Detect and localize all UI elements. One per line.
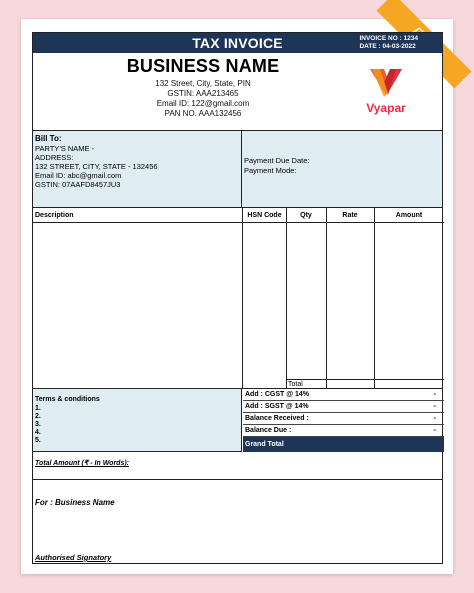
vyapar-logo xyxy=(360,67,412,117)
for-business-label: For : Business Name xyxy=(35,498,115,507)
payment-mode: Payment Mode: xyxy=(244,166,297,175)
invoice-number: INVOICE NO : 1234 xyxy=(359,35,418,42)
summary-label: Balance Due : xyxy=(245,427,292,434)
authorised-signatory: Authorised Signatory xyxy=(35,553,112,562)
summary-label: Add : SGST @ 14% xyxy=(245,403,309,410)
party-gstin: GSTIN: 07AAFD8457JU3 xyxy=(35,180,121,189)
vyapar-logo-icon xyxy=(360,67,412,101)
divider xyxy=(326,208,327,389)
bill-to-label: Bill To: xyxy=(35,134,62,143)
divider xyxy=(286,208,287,389)
amount-in-words-label: Total Amount (₹ - In Words): xyxy=(35,460,130,467)
grand-total-label: Grand Total xyxy=(245,441,284,448)
summary-value: - xyxy=(433,391,436,398)
invoice-header xyxy=(33,33,442,53)
term-item: 2. xyxy=(35,413,41,420)
items-table xyxy=(33,208,442,389)
business-name: BUSINESS NAME xyxy=(126,56,280,76)
business-email: Email ID: 122@gmail.com xyxy=(156,99,250,108)
invoice-date: DATE : 04-03-2022 xyxy=(359,43,416,50)
vyapar-wordmark: Vyapar xyxy=(366,101,406,115)
col-hsn: HSN Code xyxy=(247,212,282,219)
term-item: 1. xyxy=(35,405,41,412)
bill-to-left xyxy=(33,131,242,207)
term-item: 5. xyxy=(35,437,41,444)
invoice-template xyxy=(32,32,443,564)
business-address: 132 Street, City, State, PIN xyxy=(155,79,251,88)
tax-summary xyxy=(243,389,444,452)
terms-title: Terms & conditions xyxy=(35,396,100,403)
party-address-label: ADDRESS: xyxy=(35,153,74,162)
grand-total-row xyxy=(243,437,444,452)
term-item: 3. xyxy=(35,421,41,428)
party-name: PARTY'S NAME - xyxy=(35,144,95,153)
terms-section xyxy=(33,389,242,452)
business-pan: PAN NO. AAA132456 xyxy=(164,109,242,118)
business-info xyxy=(33,53,442,131)
col-qty: Qty xyxy=(300,212,312,219)
signature-section xyxy=(33,480,442,565)
col-amount: Amount xyxy=(395,212,423,219)
divider xyxy=(242,208,243,389)
summary-sgst xyxy=(243,401,444,413)
summary-label: Add : CGST @ 14% xyxy=(245,391,309,398)
summary-label: Balance Received : xyxy=(245,415,309,422)
invoice-meta xyxy=(359,35,418,51)
invoice-title: TAX INVOICE xyxy=(192,35,283,51)
summary-value: - xyxy=(433,427,436,434)
party-address: 132 STREET, CITY, STATE - 132456 xyxy=(35,162,158,171)
summary-balance-due xyxy=(243,425,444,437)
summary-value: - xyxy=(433,403,436,410)
party-email: Email ID: abc@gmail.com xyxy=(35,171,122,180)
items-total-label: Total xyxy=(286,379,444,389)
summary-balance-received xyxy=(243,413,444,425)
business-gstin: GSTIN: AAA213465 xyxy=(167,89,239,98)
bill-to-section xyxy=(33,131,442,208)
summary-value: - xyxy=(433,415,436,422)
amount-in-words xyxy=(33,452,442,480)
payment-due-date: Payment Due Date: xyxy=(244,156,310,165)
divider xyxy=(374,208,375,389)
col-rate: Rate xyxy=(342,212,358,219)
col-description: Description xyxy=(35,212,74,219)
term-item: 4. xyxy=(35,429,41,436)
summary-cgst xyxy=(243,389,444,401)
